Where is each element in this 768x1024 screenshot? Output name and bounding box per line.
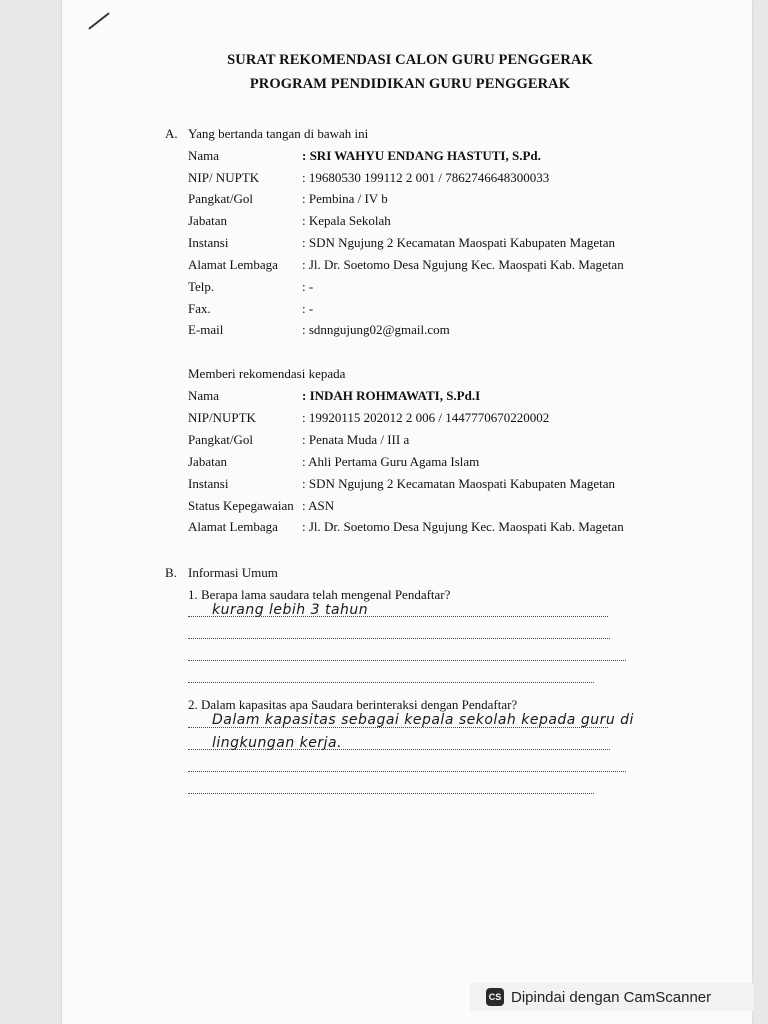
field-label: Instansi xyxy=(188,476,229,491)
answer-line xyxy=(188,793,594,794)
document-title: SURAT REKOMENDASI CALON GURU PENGGERAK xyxy=(227,52,593,68)
field-value: : 19680530 199112 2 001 / 7862746648300033 xyxy=(302,170,550,185)
field-label: Status Kepegawaian xyxy=(188,498,294,513)
field-value: : Pembina / IV b xyxy=(302,191,388,206)
field-value: : Ahli Pertama Guru Agama Islam xyxy=(302,454,480,469)
answer-line xyxy=(188,682,594,683)
field-value: : sdnngujung02@gmail.com xyxy=(302,322,450,337)
answer-line xyxy=(188,660,626,661)
field-value: : SDN Ngujung 2 Kecamatan Maospati Kabupaten Magetan xyxy=(302,235,616,250)
section-a-intro: Yang bertanda tangan di bawah ini xyxy=(188,126,369,141)
answer-2-handwritten-line2: lingkungan kerja. xyxy=(212,735,343,751)
section-b-letter: B. xyxy=(165,565,177,580)
camscanner-label: Dipindai dengan CamScanner xyxy=(511,988,712,1006)
field-value: : - xyxy=(302,301,314,316)
document-subtitle: PROGRAM PENDIDIKAN GURU PENGGERAK xyxy=(249,76,571,92)
field-value: : Kepala Sekolah xyxy=(302,213,391,228)
camscanner-icon: CS xyxy=(486,988,504,1006)
camscanner-watermark xyxy=(470,983,754,1011)
recommend-intro: Memberi rekomendasi kepada xyxy=(188,366,346,381)
field-label: NIP/NUPTK xyxy=(188,410,256,425)
field-label: Pangkat/Gol xyxy=(188,191,253,206)
answer-line xyxy=(188,749,610,750)
field-label: Alamat Lembaga xyxy=(188,519,278,534)
answer-line xyxy=(188,616,608,617)
answer-line xyxy=(188,727,608,728)
field-label: Pangkat/Gol xyxy=(188,432,253,447)
field-label: Nama xyxy=(188,148,220,163)
answer-line xyxy=(188,771,626,772)
field-label: Fax. xyxy=(188,301,211,316)
field-value: : Penata Muda / III a xyxy=(302,432,410,447)
answer-1-handwritten: kurang lebih 3 tahun xyxy=(212,602,369,618)
field-value: : 19920115 202012 2 006 / 1447770670220002 xyxy=(302,410,550,425)
field-label: E-mail xyxy=(188,322,224,337)
field-value: : ASN xyxy=(302,498,335,513)
field-label: Jabatan xyxy=(188,213,227,228)
field-value: : SDN Ngujung 2 Kecamatan Maospati Kabupaten Magetan xyxy=(302,476,616,491)
field-value: : INDAH ROHMAWATI, S.Pd.I xyxy=(302,388,481,403)
field-value: : Jl. Dr. Soetomo Desa Ngujung Kec. Maospati Kab. Magetan xyxy=(302,257,624,272)
field-value: : - xyxy=(302,279,314,294)
field-label: NIP/ NUPTK xyxy=(188,170,260,185)
field-label: Telp. xyxy=(188,279,215,294)
field-value: : SRI WAHYU ENDANG HASTUTI, S.Pd. xyxy=(302,148,541,163)
field-label: Jabatan xyxy=(188,454,227,469)
question-1: 1. Berapa lama saudara telah mengenal Pendaftar? xyxy=(188,587,451,602)
section-b-heading: Informasi Umum xyxy=(188,565,278,580)
field-value: : Jl. Dr. Soetomo Desa Ngujung Kec. Maospati Kab. Magetan xyxy=(302,519,624,534)
field-label: Instansi xyxy=(188,235,229,250)
field-label: Nama xyxy=(188,388,220,403)
answer-2-handwritten-line1: Dalam kapasitas sebagai kepala sekolah kepada guru di xyxy=(212,712,634,728)
question-2: 2. Dalam kapasitas apa Saudara berinteraksi dengan Pendaftar? xyxy=(188,697,518,712)
answer-line xyxy=(188,638,610,639)
field-label: Alamat Lembaga xyxy=(188,257,278,272)
section-a-letter: A. xyxy=(165,126,178,141)
